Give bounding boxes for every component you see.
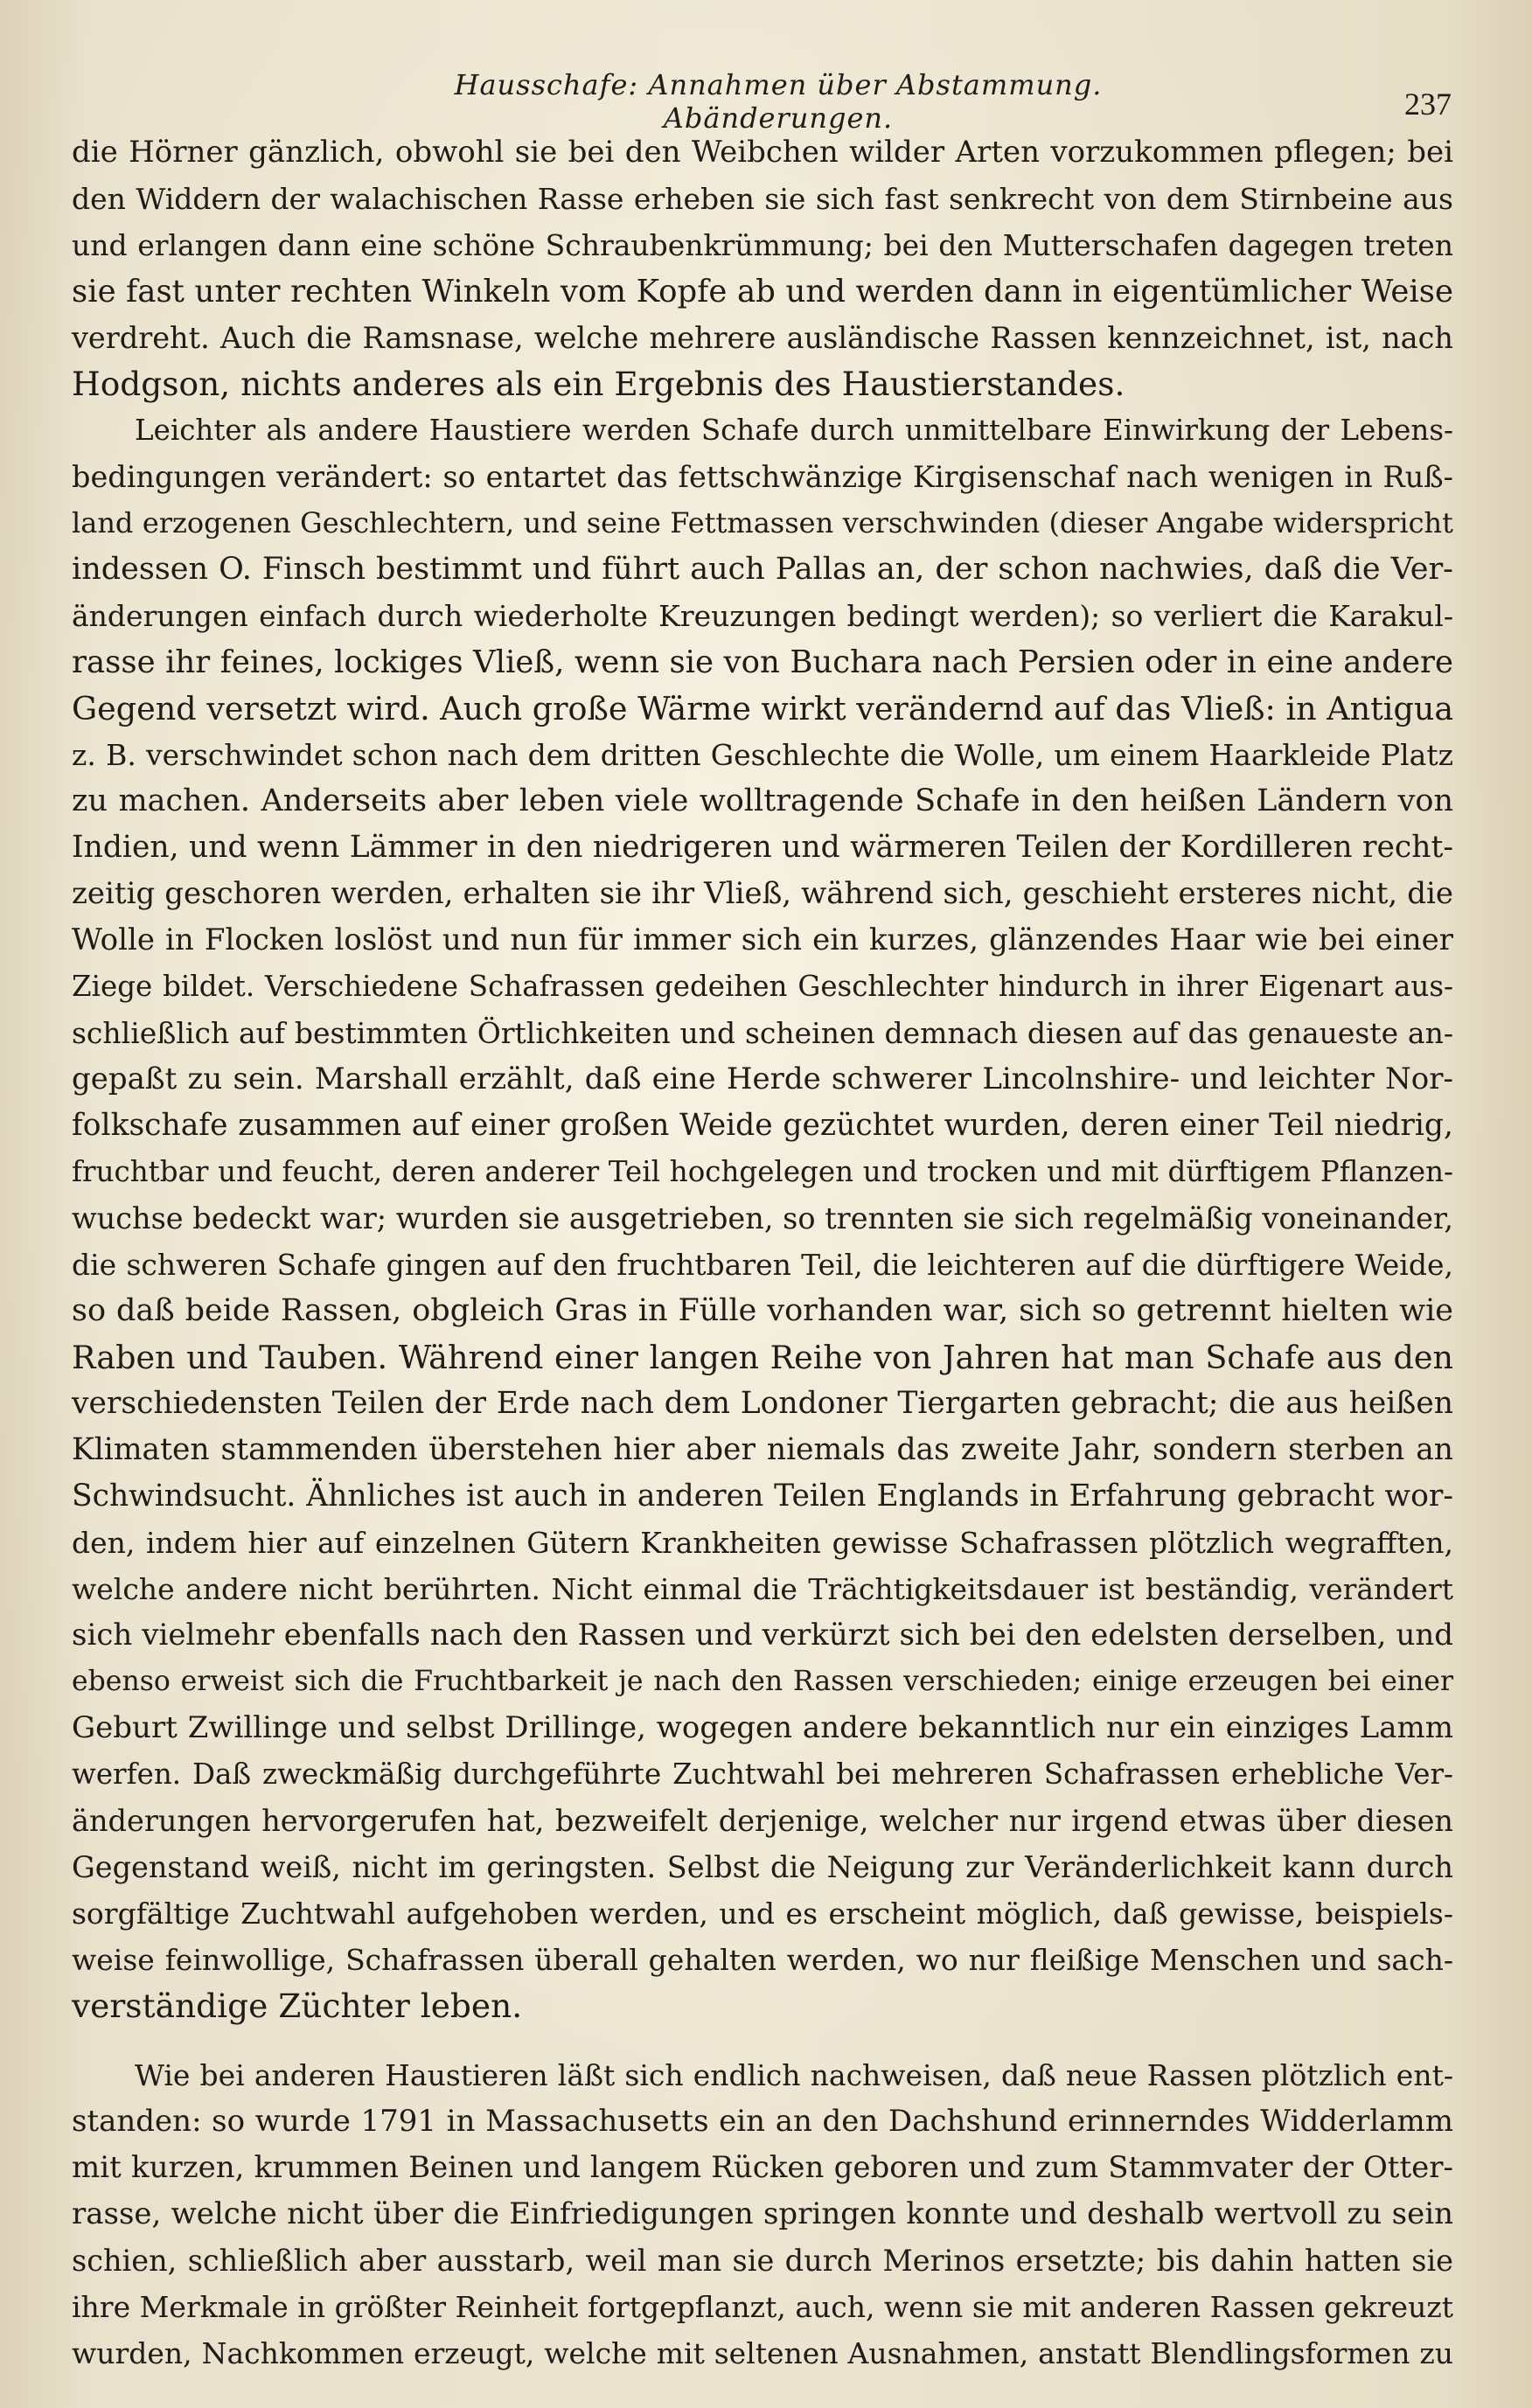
text-line: die Hörner gänzlich, obwohl sie bei den Weibchen wilder Arten vorzukommen pflegen; bei bbox=[72, 135, 1453, 170]
text-line: indessen O. Finsch bestimmt und führt auch Pallas an, der schon nachwies, daß die Ver- bbox=[72, 552, 1453, 587]
text-line: und erlangen dann eine schöne Schraubenkrümmung; bei den Mutterschafen dagegen treten bbox=[72, 228, 1453, 262]
text-line: bedingungen verändert: so entartet das fettschwänzige Kirgisenschaf nach wenigen in Ruß- bbox=[72, 460, 1453, 494]
text-line: Indien, und wenn Lämmer in den niedrigeren und wärmeren Teilen der Kordilleren recht- bbox=[72, 830, 1453, 865]
text-line: schien, schließlich aber ausstarb, weil man sie durch Merinos ersetzte; bis dahin hatten sie bbox=[72, 2244, 1453, 2278]
text-line: welche andere nicht berührten. Nicht einmal die Trächtigkeitsdauer ist beständig, verändert bbox=[72, 1572, 1453, 1606]
text-line: werfen. Daß zweckmäßig durchgeführte Zuchtwahl bei mehreren Schafrassen erhebliche Ver- bbox=[72, 1757, 1453, 1791]
running-head: Hausschafe: Annahmen über Abstammung. Abänderungen. bbox=[454, 68, 1103, 135]
text-line: Gegend versetzt wird. Auch große Wärme wirkt verändernd auf das Vließ: in Antigua bbox=[72, 690, 1454, 727]
text-line: ihre Merkmale in größter Reinheit fortgepflanzt, auch, wenn sie mit anderen Rassen gekreuzt bbox=[72, 2290, 1453, 2324]
text-line: verschiedensten Teilen der Erde nach dem Londoner Tiergarten gebracht; die aus heißen bbox=[72, 1386, 1453, 1421]
text-line: gepaßt zu sein. Marshall erzählt, daß eine Herde schwerer Lincolnshire- und leichter Nor- bbox=[72, 1061, 1453, 1096]
text-line: Schwindsucht. Ähnliches ist auch in anderen Teilen Englands in Erfahrung gebracht wor- bbox=[72, 1479, 1453, 1514]
text-line: sorgfältige Zuchtwahl aufgehoben werden, und es erscheint möglich, daß gewisse, beispiels- bbox=[72, 1896, 1453, 1931]
text-line: Gegenstand weiß, nicht im geringsten. Selbst die Neigung zur Veränderlichkeit kann durch bbox=[72, 1850, 1453, 1884]
text-line: Ziege bildet. Verschiedene Schafrassen gedeihen Geschlechter hindurch in ihrer Eigenart aus- bbox=[72, 970, 1453, 1003]
text-line: Wie bei anderen Haustieren läßt sich endlich nachweisen, daß neue Rassen plötzlich ent- bbox=[135, 2058, 1453, 2092]
body-text bbox=[72, 129, 1453, 2377]
text-line: so daß beide Rassen, obgleich Gras in Fülle vorhanden war, sich so getrennt hielten wie bbox=[72, 1293, 1453, 1328]
text-line: Geburt Zwillinge und selbst Drillinge, wogegen andere bekanntlich nur ein einziges Lamm bbox=[72, 1710, 1453, 1745]
text-line: mit kurzen, krummen Beinen und langem Rücken geboren und zum Stammvater der Otter- bbox=[72, 2150, 1453, 2185]
text-line: Wolle in Flocken loslöst und nun für immer sich ein kurzes, glänzendes Haar wie bei einer bbox=[72, 922, 1453, 957]
paragraph bbox=[72, 407, 1453, 2029]
text-line: die schweren Schafe gingen auf den fruchtbaren Teil, die leichteren auf die dürftigere Weide, bbox=[72, 1248, 1453, 1282]
text-line: Raben und Tauben. Während einer langen Reihe von Jahren hat man Schafe aus den bbox=[72, 1339, 1453, 1376]
text-line: fruchtbar und feucht, deren anderer Teil hochgelegen und trocken und mit dürftigem Pflanzen- bbox=[72, 1155, 1453, 1188]
text-line: wurden, Nachkommen erzeugt, welche mit seltenen Ausnahmen, anstatt Blendlingsformen zu bbox=[72, 2336, 1453, 2370]
text-line: rasse ihr feines, lockiges Vließ, wenn sie von Buchara nach Persien oder in eine andere bbox=[72, 644, 1453, 680]
text-line: verständige Züchter leben. bbox=[72, 1987, 523, 2025]
text-line: weise feinwollige, Schafrassen überall gehalten werden, wo nur fleißige Menschen und sach- bbox=[72, 1943, 1453, 1977]
text-line: z. B. verschwindet schon nach dem dritten Geschlechte die Wolle, um einem Haarkleide Platz bbox=[72, 738, 1453, 772]
text-line: wuchse bedeckt war; wurden sie ausgetrieben, so trennten sie sich regelmäßig voneinander, bbox=[72, 1201, 1453, 1235]
text-line: rasse, welche nicht über die Einfriedigungen springen konnte und deshalb wertvoll zu sein bbox=[72, 2196, 1453, 2231]
text-line: sie fast unter rechten Winkeln vom Kopfe ab und werden dann in eigentümlicher Weise bbox=[72, 274, 1453, 310]
text-line: land erzogenen Geschlechtern, und seine Fettmassen verschwinden (dieser Angabe widerspricht bbox=[72, 506, 1453, 539]
paragraph bbox=[72, 2052, 1453, 2377]
text-line: ebenso erweist sich die Fruchtbarkeit je nach den Rassen verschieden; einige erzeugen bei einer bbox=[72, 1666, 1453, 1697]
paragraph-gap bbox=[72, 2029, 1453, 2052]
text-line: Leichter als andere Haustiere werden Schafe durch unmittelbare Einwirkung der Lebens- bbox=[135, 414, 1453, 447]
text-line: den Widdern der walachischen Rasse erheben sie sich fast senkrecht von dem Stirnbeine aus bbox=[72, 182, 1453, 216]
text-line: Klimaten stammenden überstehen hier aber niemals das zweite Jahr, sondern sterben an bbox=[72, 1432, 1453, 1467]
text-line: Hodgson, nichts anderes als ein Ergebnis des Haustierstandes. bbox=[72, 365, 1125, 403]
text-line: änderungen einfach durch wiederholte Kreuzungen bedingt werden); so verliert die Karakul- bbox=[72, 599, 1453, 633]
text-line: standen: so wurde 1791 in Massachusetts ein an den Dachshund erinnerndes Widderlamm bbox=[72, 2104, 1453, 2139]
text-line: folkschafe zusammen auf einer großen Weide gezüchtet wurden, deren einer Teil niedrig, bbox=[72, 1108, 1453, 1143]
text-line: schließlich auf bestimmten Örtlichkeiten und scheinen demnach diesen auf das genaueste an- bbox=[72, 1016, 1453, 1050]
text-line: änderungen hervorgerufen hat, bezweifelt derjenige, welcher nur irgend etwas über diesen bbox=[72, 1804, 1453, 1838]
paragraph bbox=[72, 129, 1453, 407]
text-line: sich vielmehr ebenfalls nach den Rassen und verkürzt sich bei den edelsten derselben, und bbox=[72, 1618, 1453, 1653]
text-line: verdreht. Auch die Ramsnase, welche mehrere ausländische Rassen kennzeichnet, ist, nach bbox=[72, 321, 1453, 355]
text-line: zeitig geschoren werden, erhalten sie ihr Vließ, während sich, geschieht ersteres nicht, die bbox=[72, 876, 1453, 911]
text-line: zu machen. Anderseits aber leben viele wolltragende Schafe in den heißen Ländern von bbox=[72, 783, 1453, 818]
text-line: den, indem hier auf einzelnen Gütern Krankheiten gewisse Schafrassen plötzlich wegrafften, bbox=[72, 1526, 1453, 1560]
page-number: 237 bbox=[1404, 87, 1452, 122]
